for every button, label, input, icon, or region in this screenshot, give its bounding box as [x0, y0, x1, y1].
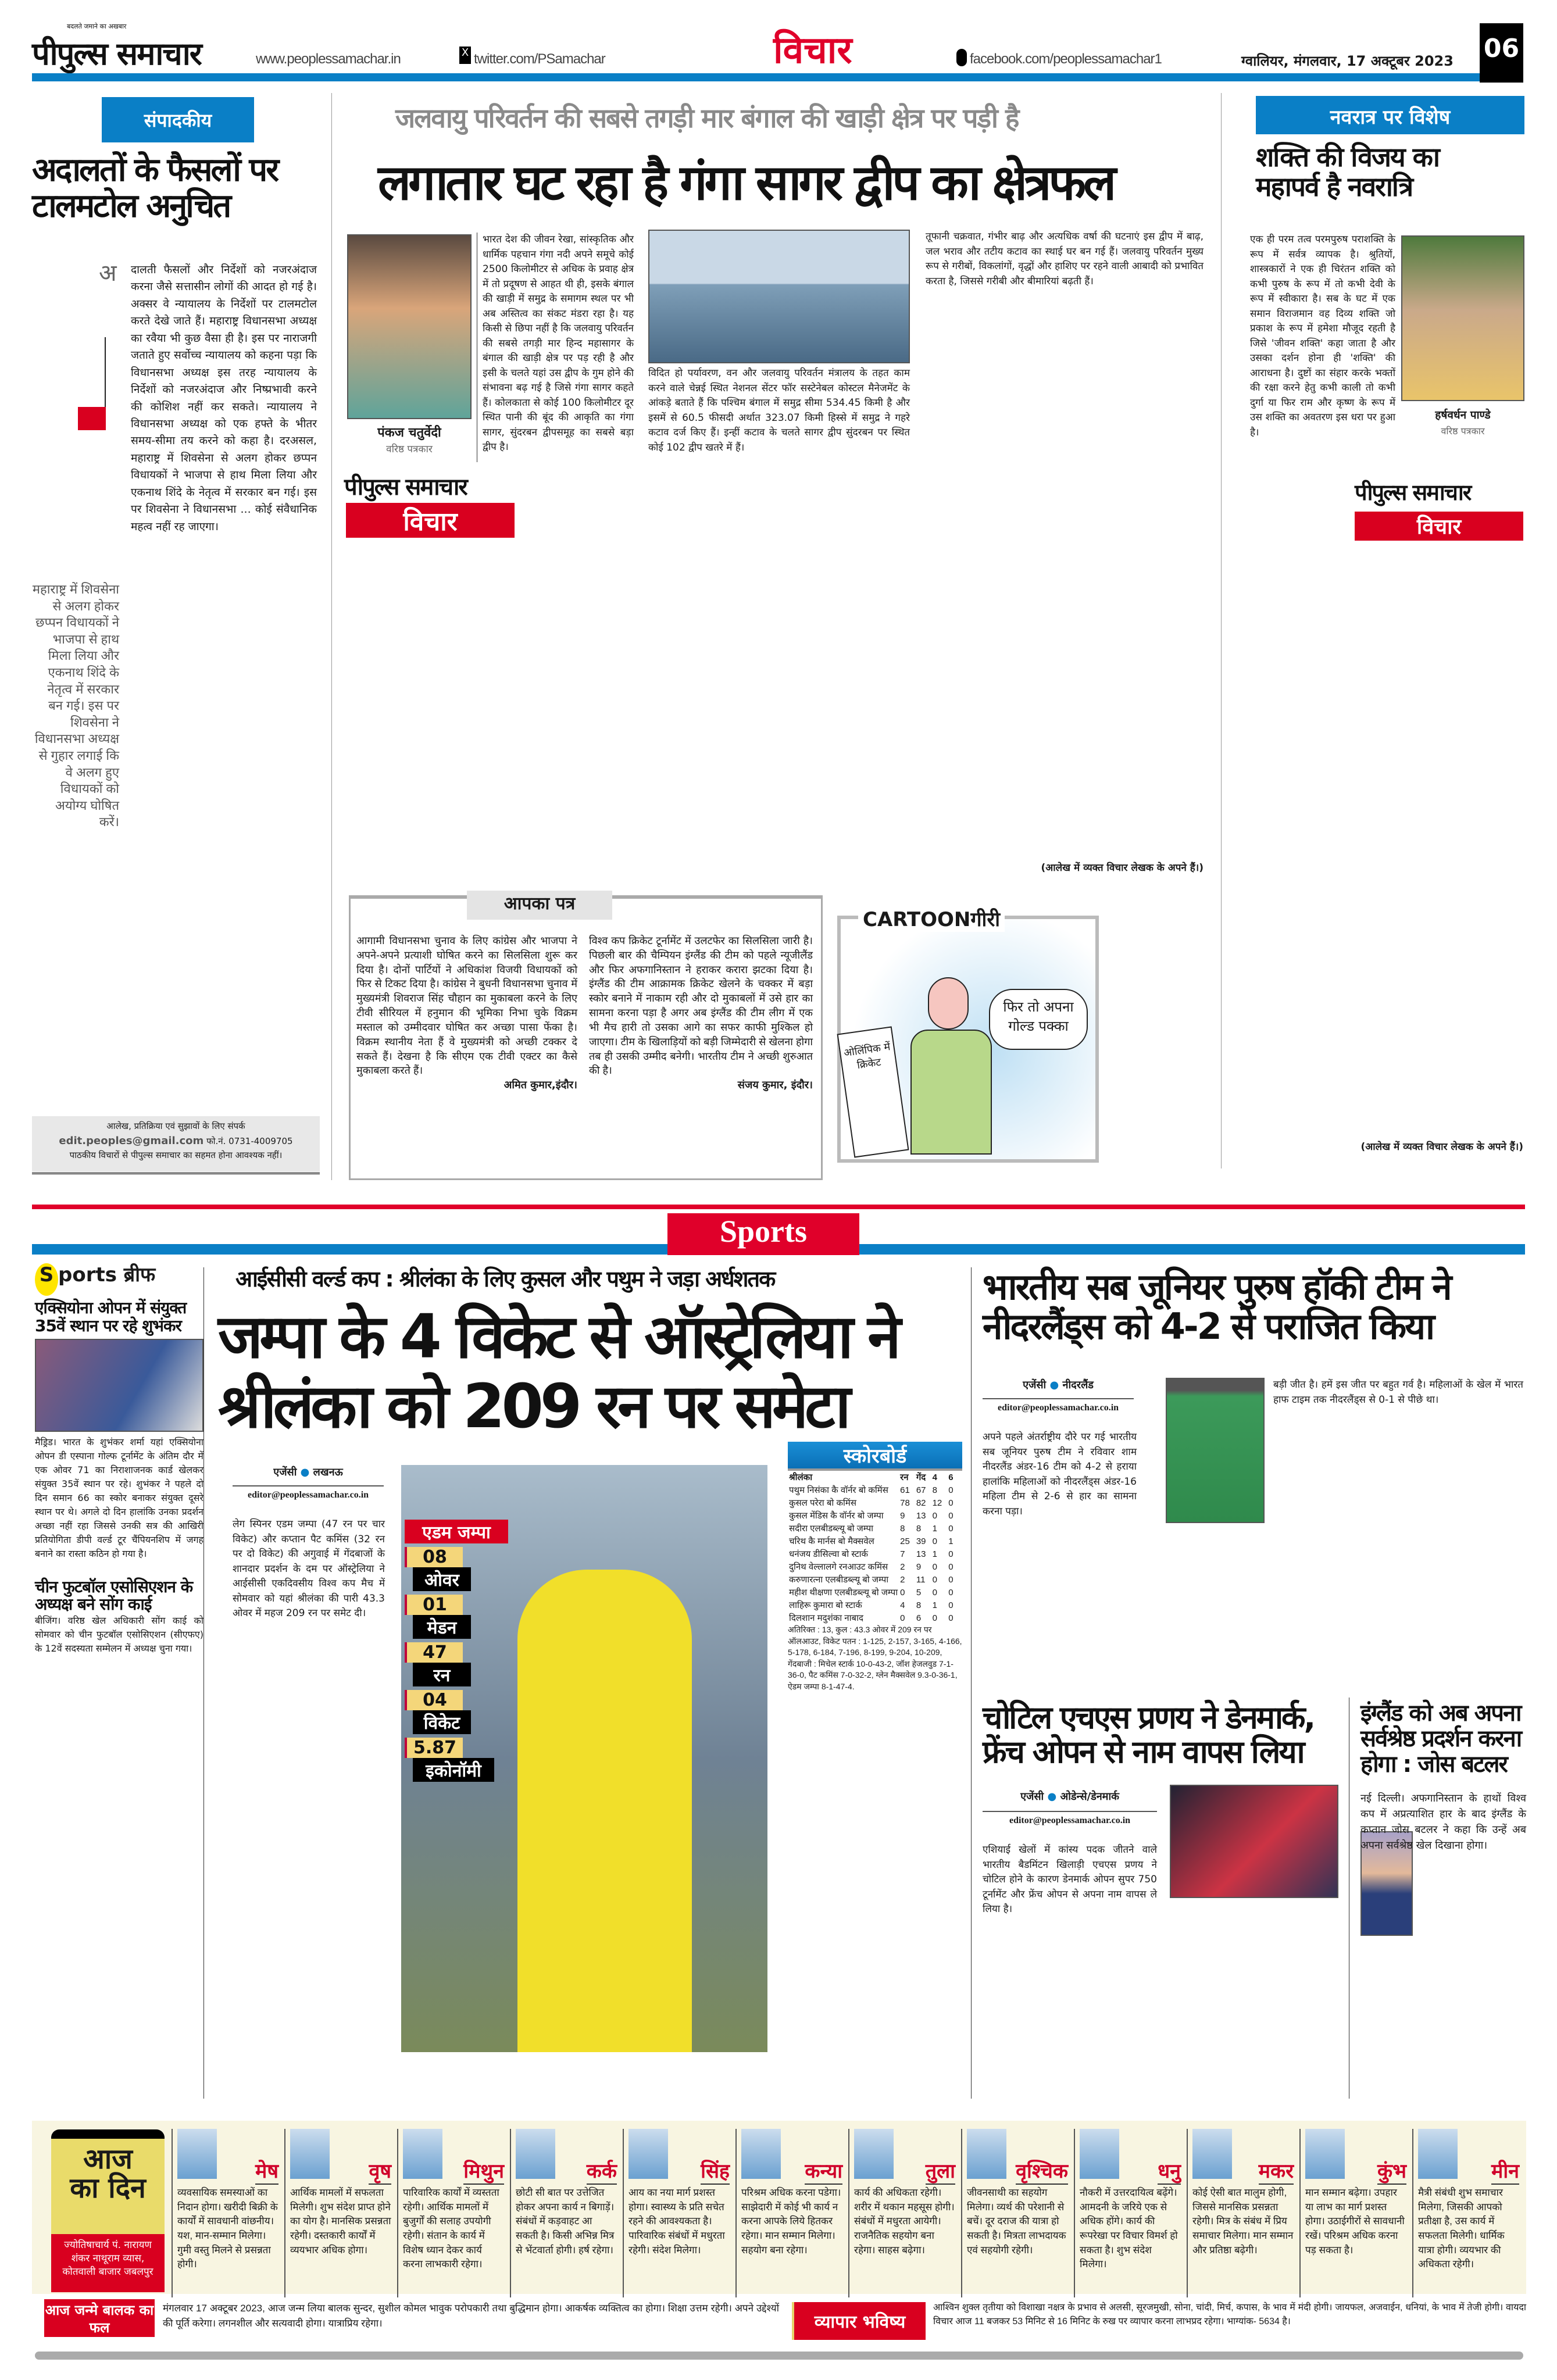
- brief-body: मैड्रिड। भारत के शुभंकर शर्मा यहां एक्सियोना ओपन डी एस्पाना गोल्फ टूर्नामेंट के अंतिम दौर में एक ओवर 71 का निराशाजनक कार्ड खेलकर संयुक्त 35वें स्थान पर रहे। शुभंकर ने पहले दो दिन समान 66 का स्कोर बनाकर संयुक्त दूसरे स्थान पर थे। अगले दो दिन हालांकि उनका प्रदर्शन अच्छा नहीं रहा जिससे उनकी सत्र की आखिरी प्रतियोगिता डीपी वर्ल्ड टूर चैंपियनशिप में जगह बनाने का रास्ता कठिन हो गया है।: [35, 1436, 203, 1559]
- scorecard-row: [788, 1586, 962, 1599]
- hockey-body-right: बड़ी जीत है। हमें इस जीत पर बहुत गर्व है। महिलाओं के खेल में भारत हाफ टाइम तक नीदरलैंड्स से 0-1 से पीछे था।: [1273, 1379, 1523, 1406]
- scorecard-row: [788, 1484, 962, 1496]
- scorecard-row: [788, 1611, 962, 1624]
- letter-author: अमित कुमार,इंदौर।: [503, 1079, 577, 1092]
- cartoon-speech-bubble: फिर तो अपना गोल्ड पक्का: [989, 989, 1088, 1050]
- zodiac-icon: [1418, 2129, 1458, 2179]
- horoscope-sign: [1187, 2129, 1298, 2297]
- horoscope-sign: [735, 2129, 847, 2297]
- scorecard-cell: 61: [900, 1485, 910, 1495]
- horoscope-band: [32, 2121, 1526, 2294]
- column-rule: [1221, 93, 1222, 1168]
- sign-name: कन्या: [805, 2157, 842, 2185]
- author-name: पंकज चतुर्वेदी: [377, 426, 441, 440]
- author-role: वरिष्ठ पत्रकार: [386, 444, 433, 455]
- birth-label: आज जन्मे बालक का फल: [44, 2299, 155, 2337]
- scorecard-cell: 67: [916, 1485, 926, 1495]
- facebook-icon: [956, 49, 967, 66]
- editor-email[interactable]: editor@peoplessamachar.co.in: [233, 1485, 384, 1500]
- sports-brief-s: S: [35, 1263, 58, 1296]
- quote-marker-icon: [78, 407, 106, 430]
- horoscope-sign: [1299, 2129, 1411, 2297]
- scorecard-cell: 9: [916, 1561, 922, 1572]
- cartoon-title: CARTOONगीरी: [858, 905, 1005, 932]
- page-number: 06: [1480, 23, 1523, 83]
- sign-text: आय का नया मार्ग प्रशस्त होगा। स्वास्थ्य के प्रति सचेत रहने की आवश्यकता है। पारिवारिक संबंधों में मधुरता रहेगी। संदेश मिलेगा।: [628, 2187, 725, 2256]
- scorecard-cell: 13: [916, 1549, 926, 1559]
- scorecard-title: स्कोरबोर्ड: [788, 1442, 962, 1471]
- cartoon-panel: [837, 908, 1099, 1163]
- byline-place: लखनऊ: [313, 1466, 343, 1478]
- zodiac-icon: [854, 2129, 894, 2179]
- byline-agency: एजेंसी: [1020, 1791, 1044, 1803]
- scorecard-cell: 1: [932, 1600, 937, 1610]
- disclaimer: पाठकीय विचारों से पीपुल्स समाचार का सहमत होना आवश्यक नहीं।: [69, 1149, 283, 1160]
- scorecard-cell: कुसल परेरा बो कमिंस: [789, 1498, 856, 1508]
- scorecard-cell: 0: [948, 1498, 954, 1508]
- horoscope-sign: [961, 2129, 1073, 2297]
- navratri-tag: नवरात्र पर विशेष: [1256, 96, 1524, 134]
- scorecard-cell: 0: [932, 1574, 937, 1585]
- scorecard-cell: 0: [932, 1536, 937, 1546]
- scorecard-cell: दुनिथ वेल्लालगे रनआउट कमिंस: [789, 1562, 888, 1572]
- article-body-col3: तूफानी चक्रवात, गंभीर बाढ़ और अत्यधिक वर्षा की घटनाएं इस द्वीप में बाढ़, जल भराव और तटीय कटाव का स्थाई घर बन गई हैं। जलवायु परिवर्तन मुख्य रूप से गरीबों, विकलांगों, वृद्धों और हाशिए पर रहने वाली आबादी को प्रभावित करता है, जिससे गरीबी और बीमारियां बढ़ती हैं।: [926, 231, 1204, 287]
- byline: एजेंसी ● लखनऊ: [273, 1466, 343, 1478]
- editor-email[interactable]: editor@peoplessamachar.co.in: [983, 1811, 1157, 1826]
- editorial-body: दालती फैसलों और निर्देशों को नजरअंदाज करना जैसे सत्तासीन लोगों की आदत हो गई है। अक्सर वे न्यायालय के निर्देशों पर टालमटोल करते देखे जाते हैं। महाराष्ट्र विधानसभा अध्यक्ष का रवैया भी कुछ वैसा ही है। इस पर नाराजगी जताते हुए सर्वोच्च न्यायालय को कहना पड़ा कि विधानसभा अध्यक्ष इस तरह न्यायालय के निर्देशों को नजरअंदाज और निष्प्रभावी करने की कोशिश नहीं कर सकते। न्यायालय ने विधानसभा अध्यक्ष को एक हफ्ते के भीतर समय-सीमा तय करने को कहा है। दरअसल, महाराष्ट्र में शिवसेना से अलग होकर छप्पन विधायकों ने भाजपा से हाथ मिला लिया और एकनाथ शिंदे के नेतृत्व में सरकार बन गई। इस पर शिवसेना ने विधानसभा ... कोई संवैधानिक महत्व नहीं रह जाएगा।: [131, 263, 317, 533]
- birth-text: मंगलवार 17 अक्टूबर 2023, आज जन्म लिया बालक सुन्दर, सुशील कोमल भावुक परोपकारी तथा बुद्धिमान होगा। आकर्षक व्यक्तित्व का होगा। शिक्षा उत्तम रहेगी। अपने उद्देश्यों की पूर्ति करेगा। लगनशील और सत्यवादी होगा। यात्राप्रिय रहेगा।: [163, 2303, 779, 2329]
- scorecard-row: [788, 1599, 962, 1611]
- byline: एजेंसी ● ओडेन्से/डेनमार्क: [1020, 1791, 1119, 1803]
- zodiac-icon: [516, 2129, 555, 2179]
- scorecard-row: [788, 1548, 962, 1560]
- sign-name: सिंह: [701, 2157, 730, 2185]
- sign-name: कर्क: [587, 2157, 617, 2185]
- sign-text: जीवनसाथी का सहयोग मिलेगा। व्यर्थ की परेशानी से बचें। दूर दराज की यात्रा हो सकती है। मित्रता लाभदायक एवं सहयोगी रहेगी।: [967, 2187, 1066, 2256]
- stat-label: ओवर: [413, 1567, 471, 1591]
- sports-kicker: आईसीसी वर्ल्ड कप : श्रीलंका के लिए कुसल और पथुम ने जड़ा अर्धशतक: [235, 1266, 775, 1292]
- byline-place: नीदरलैंड: [1062, 1379, 1094, 1391]
- letters-title: आपका पत्र: [467, 891, 612, 920]
- scorecard-cell: 5: [916, 1587, 922, 1598]
- stat-value: 08: [405, 1547, 463, 1567]
- scorecard-header-cell: श्रीलंका: [789, 1473, 813, 1482]
- byline-agency: एजेंसी: [1023, 1379, 1047, 1391]
- butler-headline: इंग्लैंड को अब अपना सर्वश्रेष्ठ प्रदर्शन करना होगा : जोस बटलर: [1360, 1700, 1522, 1778]
- sports-brief-label: ports ब्रीफ: [58, 1263, 156, 1287]
- scorecard-cell: 0: [900, 1613, 905, 1623]
- sign-name: मकर: [1259, 2157, 1294, 2185]
- column-rule: [971, 1267, 972, 2099]
- horoscope-sign: [397, 2129, 509, 2297]
- stat-label: इकोनॉमी: [413, 1758, 494, 1782]
- zodiac-icon: [403, 2129, 442, 2179]
- navratri-closing: (आलेख में व्यक्त विचार लेखक के अपने हैं।): [1360, 1141, 1523, 1153]
- butler-body: नई दिल्ली। अफगानिस्तान के हाथों विश्व कप में अप्रत्याशित हार के बाद इंग्लैंड के कप्तान जोस बटलर ने कहा कि उन्हें अब अपना सर्वश्रेष्ठ खेल दिखाना होगा।: [1360, 1792, 1526, 1852]
- scorecard-cell: 0: [932, 1587, 937, 1598]
- zodiac-icon: [1305, 2129, 1345, 2179]
- sign-text: कार्य की अधिकता रहेगी। शरीर में थकान महसूस होगी। संबंधों में मधुरता आयेगी। राजनैतिक सहयोग बना रहेगा। साहस बढ़ेगा।: [854, 2187, 955, 2256]
- sign-name: वृष: [369, 2157, 391, 2185]
- scorecard-cell: 4: [900, 1600, 905, 1610]
- vichar-label: विचार: [346, 503, 515, 538]
- letter-text: आगामी विधानसभा चुनाव के लिए कांग्रेस और भाजपा ने अपने-अपने प्रत्याशी घोषित करने का सिलसिला शुरू कर दिया है। दोनों पार्टियों ने अधिकांश विजयी विधायकों को फिर से टिकट दिया है। कांग्रेस ने बुधनी विधानसभा चुनाव में मुख्यमंत्री शिवराज सिंह चौहान का मुकाबला करने के लिए टीवी सीरियल में हनुमान की भूमिका निभा चुके विक्रम मस्ताल को उम्मीदवार घोषित कर अच्छा पासा फेंका है। विक्रम स्थानीय नेता हैं वे मुख्यमंत्री को अच्छी टक्कर दे सकते हैं। देखना है कि सीएम एक टीवी एक्टर का कैसे मुकाबला करते हैं।: [356, 935, 577, 1077]
- dateline: ग्वालियर, मंगलवार, 17 अक्टूबर 2023: [1241, 53, 1454, 69]
- scorecard-header-cell: 4: [932, 1472, 937, 1482]
- scorecard-cell: सदीरा एलबीडब्ल्यू बो जम्पा: [789, 1524, 873, 1534]
- scorecard-cell: 9: [900, 1510, 905, 1521]
- zodiac-icon: [741, 2129, 781, 2179]
- scorecard-cell: 1: [932, 1549, 937, 1559]
- scorecard-summary: अतिरिक्त : 13, कुल : 43.3 ओवर में 209 रन पर ऑलआउट, विकेट पतन : 1-125, 2-157, 3-165, 4-166, 5-178, 6-184, 7-196, 8-199, 9-204, 10-209, गेंदबाजी : मिचेल स्टार्क 10-0-43-2, जॉश हेजलवुड 7-1-36-0, पैट कमिंस 7-0-32-2, ग्लेन मैक्सवेल 9.3-0-36-1, ऐडम जम्पा 8-1-47-4.: [788, 1625, 962, 1691]
- editorial-pullquote: महाराष्ट्र में शिवसेना से अलग होकर छप्पन विधायकों ने भाजपा से हाथ मिला लिया और एकनाथ शिंदे के नेतृत्व में सरकार बन गई। इस पर शिवसेना ने विधानसभा अध्यक्ष से गुहार लगाई कि वे अलग हुए विधायकों को अयोग्य घोषित करें।: [32, 582, 119, 830]
- scorecard-header-cell: 6: [948, 1472, 954, 1482]
- letter-2: [589, 934, 813, 1092]
- player-figure: [517, 1570, 692, 2052]
- navratri-headline: शक्ति की विजय का महापर्व है नवरात्रि: [1256, 141, 1439, 202]
- scorecard-cell: 8: [900, 1523, 905, 1534]
- sign-name: मेष: [255, 2157, 278, 2185]
- scorecard-cell: 0: [948, 1587, 954, 1598]
- sign-text: आर्थिक मामलों में सफलता मिलेगी। शुभ संदेश प्राप्त होने का योग है। मानसिक प्रसन्नता रहेगी। दस्तकारी कार्यों में व्ययभार अधिक होगा।: [290, 2187, 391, 2256]
- sports-main-body: लेग स्पिनर एडम जम्पा (47 रन पर चार विकेट) और कप्तान पैट कमिंस (32 रन पर दो विकेट) की अगुवाई में गेंदबाजों के शानदार प्रदर्शन के दम पर ऑस्ट्रेलिया ने आईसीसी एकदिवसीय विश्व कप मैच में सोमवार को यहां श्रीलंका की पारी 43.3 ओवर में महज 209 रन पर समेट दी।: [233, 1518, 385, 1619]
- scorecard-header-cell: रन: [900, 1473, 909, 1482]
- scorecard-cell: 2: [900, 1574, 905, 1585]
- stat-value: 04: [405, 1690, 463, 1710]
- scorecard-cell: 8: [932, 1485, 937, 1495]
- byline-agency: एजेंसी: [273, 1466, 297, 1478]
- scorecard-cell: 7: [900, 1549, 905, 1559]
- scorecard-cell: 12: [932, 1498, 942, 1508]
- prannoy-headline: चोटिल एचएस प्रणय ने डेनमार्क, फ्रेंच ओपन से नाम वापस लिया: [983, 1699, 1314, 1771]
- navratri-author-photo: [1401, 235, 1524, 401]
- cartoon-character-body: [910, 1030, 992, 1155]
- scorecard-cell: 0: [948, 1510, 954, 1521]
- sign-text: परिश्रम अधिक करना पडेगा। साझेदारी में कोई भी कार्य न करना आपके लिये हितकर रहेगा। मान सम्मान मिलेगा। सहयोग बना रहेगा।: [741, 2187, 841, 2256]
- gangasagar-photo: [648, 230, 910, 363]
- vichar-label: विचार: [1355, 512, 1523, 541]
- paper-logo: पीपुल्स समाचार: [1355, 480, 1471, 505]
- scorecard-row: [788, 1560, 962, 1573]
- horoscope-sign: [848, 2129, 960, 2297]
- scorecard-cell: 8: [916, 1523, 922, 1534]
- scorecard-row: [788, 1573, 962, 1586]
- author-photo: [347, 234, 472, 419]
- article-body-col2: विदित हो पर्यावरण, वन और जलवायु परिवर्तन मंत्रालय के तहत काम करने वाले चेन्नई स्थित नेशनल सेंटर फॉर सस्टेनेबल कोस्टल मैनेजमेंट के आंकड़े बताते हैं कि पश्चिम बंगाल में समुद्र सीमा 534.45 किमी है और इसमें से 60.5 फीसदी अर्थात 323.07 किमी हिस्से में समुद्र ने गहरे कटाव दर्ज किए हैं। इन्हीं कटाव के चलते सागर द्वीप सुंदरबन पर स्थित कोई 102 द्वीप खतरे में हैं।: [648, 367, 910, 453]
- scorecard-cell: 11: [916, 1574, 926, 1585]
- scorecard-cell: 0: [932, 1561, 937, 1572]
- business-text: आश्विन शुक्ल तृतीया को विशाखा नक्षत्र के प्रभाव से अलसी, सूरजमुखी, सोना, चांदी, मिर्च, कपास, के भाव में मंदी होगी। जायफल, अजवाईन, धनियां, के भाव में तेजी होगी। वायदा विचार आज 11 बजकर 53 मिनिट से 16 मिनिट के रुख पर व्यापार करना लाभप्रद रहेगा। भाग्यांक- 5634 है।: [933, 2303, 1526, 2327]
- horoscope-title: आज का दिन: [70, 2143, 146, 2205]
- zodiac-icon: [1080, 2129, 1119, 2179]
- scorecard-cell: 0: [948, 1561, 954, 1572]
- twitter-link[interactable]: twitter.com/PSamachar: [474, 51, 605, 67]
- scorecard-cell: 6: [916, 1613, 922, 1623]
- navratri-body: एक ही परम तत्व परमपुरुष पराशक्ति के रूप में सर्वत्र व्यापक है। श्रुतियों, शास्त्रकारों ने एक ही चिरंतन शक्ति को कभी पुरुष के रूप में तो कभी देवी के रूप में स्वीकारा है। सब के घट में एक समान विराजमान वह दिव्य शक्ति जो प्रकाश के रूप में हमेशा मौजूद रहती है जिसे 'जीवन शक्ति' कहा जाता है और उसका दर्शन होना ही 'शक्ति' की आराधना है। दुष्टों का संहार करके भक्तों की रक्षा करने हेतु कभी काली तो कभी दुर्गा या फिर राम और कृष्ण के रूप में उस शक्ति का अवतरण इस धरा पर हुआ है।: [1250, 234, 1395, 438]
- sign-text: छोटी सी बात पर उत्तेजित होकर अपना कार्य न बिगाड़ें। संबंधों में कड़वाहट आ सकती है। किसी अभिन्न मित्र से भेंटवार्ता होगी। हर्ष रहेगा।: [516, 2187, 615, 2256]
- cartoon-character-head: [928, 977, 969, 1030]
- scorecard-row: [788, 1496, 962, 1509]
- contact-line: आलेख, प्रतिक्रिया एवं सुझावों के लिए संपर्क: [106, 1121, 245, 1131]
- article-body-col1: भारत देश की जीवन रेखा, सांस्कृतिक और धार्मिक पहचान गंगा नदी अपने समूचे कोई 2500 किलोमीटर से अधिक के प्रवाह क्षेत्र में तो प्रदूषण से आहत थी ही, इसके बंगाल की खाड़ी में समुद्र के समागम स्थल पर भी अब अस्तित्व का संकट मंडरा रहा है। यह किसी से छिपा नहीं है कि जलवायु परिवर्तन की सबसे तगड़ी मार हिन्द महासागर के बंगाल की खाड़ी क्षेत्र पर पड़ रही है और इसी के चलते यहां उस द्वीप के गुम होने की संभावना बढ़ गई है जिसे गंगा सागर कहते हैं। कोलकाता से कोई 100 किलोमीटर दूर स्थित पानी की बूंद की आकृति का गंगा सागर, सुंदरबन द्वीपसमूह का सबसे बड़ा द्वीप है।: [483, 234, 634, 453]
- scorecard-row: [788, 1509, 962, 1522]
- scorecard-header-cell: गेंद: [916, 1473, 926, 1482]
- scorecard-cell: 2: [900, 1561, 905, 1572]
- sign-text: व्यवसायिक समस्याओं का निदान होगा। खरीदी बिक्री के कार्यों में सावधानी वांछनीय। यश, मान-सम्मान मिलेगा। गुमी वस्तु मिलने से प्रसन्नता होगी।: [177, 2187, 278, 2270]
- scorecard-cell: 1: [932, 1523, 937, 1534]
- paper-logo: पीपुल्स समाचार: [344, 474, 467, 501]
- editorial-headline: अदालतों के फैसलों पर टालमटोल अनुचित: [32, 151, 278, 225]
- letter-text: विश्व कप क्रिकेट टूर्नामेंट में उलटफेर का सिलसिला जारी है। पिछली बार की चैम्पियन इंग्लैंड की टीम को पहले न्यूजीलैंड और फिर अफगानिस्तान ने हराकर करारा झटका दिया है। इंग्लैंड की टीम आक्रामक क्रिकेट खेलने के चक्कर में बड़ा स्कोर बनाने में नाकाम रही और दो मुकाबलों में उसे हार का सामना करना पड़ा है अगर अब इंग्लैंड की टीम लीग में एक भी मैच हारी तो उसका आगे का सफर काफी मुश्किल हो जाएगा। टीम के खिलाड़ियों को बड़ी जिम्मेदारी से खेलना होगा तब ही उसकी उम्मीद बनेगी। भारतीय टीम ने अच्छी शुरुआत की है।: [589, 935, 813, 1077]
- stat-value: 47: [405, 1642, 463, 1663]
- zodiac-icon: [177, 2129, 217, 2179]
- byline-place: ओडेन्से/डेनमार्क: [1060, 1791, 1119, 1803]
- scorecard-cell: कुसल मेंडिस कै वॉर्नर बो जम्पा: [789, 1511, 884, 1521]
- hockey-headline: भारतीय सब जूनियर पुरुष हॉकी टीम ने नीदरलैंड्स को 4-2 से पराजित किया: [983, 1266, 1451, 1348]
- sign-text: पारिवारिक कार्यों में व्यस्तता रहेगी। आर्थिक मामलों में बुजुर्गों की सलाह उपयोगी रहेगी। संतान के कार्य में विशेष ध्यान देकर कार्य करना लाभकारी रहेगा।: [403, 2187, 499, 2270]
- scorecard-cell: 0: [948, 1549, 954, 1559]
- registration-bar: [35, 2352, 1523, 2360]
- hockey-photo: [1166, 1378, 1265, 1523]
- player-stats-name: एडम जम्पा: [405, 1520, 508, 1543]
- contact-phone: फो.नं. 0731-4009705: [206, 1135, 293, 1146]
- scorecard-cell: पथुम निसंका कै वॉर्नर बो कमिंस: [789, 1485, 888, 1495]
- dropcap: अ: [99, 260, 117, 287]
- scorecard-row: [788, 1522, 962, 1535]
- horoscope-sign: [623, 2129, 734, 2297]
- brief-headline: चीन फुटबॉल एसोसिएशन के अध्यक्ष बने सोंग काई: [35, 1577, 193, 1614]
- hockey-body: अपने पहले अंतर्राष्ट्रीय दौरे पर गई भारतीय सब जूनियर पुरुष टीम ने रविवार शाम नीदरलैंड अंडर-16 टीम को 4-2 से हराया हालांकि महिलाओं को नीदरलैंड्स अंडर-16 महिला टीम से 2-6 से हार का सामना करना पड़ा।: [983, 1431, 1137, 1517]
- letters-box: [349, 895, 823, 1180]
- prannoy-photo: [1170, 1785, 1338, 1898]
- article-headline: लगातार घट रहा है गंगा सागर द्वीप का क्षेत्रफल: [378, 154, 1114, 211]
- sign-name: तुला: [926, 2157, 955, 2185]
- article-closing: (आलेख में व्यक्त विचार लेखक के अपने हैं।): [1041, 862, 1204, 874]
- zodiac-icon: [290, 2129, 330, 2179]
- zodiac-icon: [628, 2129, 668, 2179]
- masthead-logo[interactable]: बदलते जमाने का अखबार पीपुल्स समाचार: [32, 23, 201, 72]
- brief-body: बीजिंग। वरिष्ठ खेल अधिकारी सोंग काई को सोमवार को चीन फुटबॉल एसोसिएशन (सीएफए) के 12वें सदस्यता सम्मेलन में अध्यक्ष चुना गया।: [35, 1615, 203, 1654]
- scorecard-cell: 0: [948, 1600, 954, 1610]
- stat-label: रन: [413, 1663, 471, 1686]
- column-rule: [331, 93, 332, 1180]
- cartoon-paper: ओलिंपिक में क्रिकेट: [837, 1026, 909, 1157]
- scorecard-row: [788, 1535, 962, 1548]
- scorecard: [788, 1442, 962, 1693]
- sign-name: कुंभ: [1377, 2157, 1406, 2185]
- horoscope-sign: [172, 2129, 283, 2297]
- sign-name: मिथुन: [463, 2157, 504, 2185]
- scorecard-cell: 82: [916, 1498, 926, 1508]
- golfer-photo: [35, 1339, 203, 1432]
- editorial-contact-box: [32, 1116, 320, 1174]
- scorecard-cell: 0: [948, 1613, 954, 1623]
- x-icon: X: [459, 47, 471, 64]
- zodiac-icon: [1192, 2129, 1232, 2179]
- horoscope-sign: [284, 2129, 396, 2297]
- prannoy-body: एशियाई खेलों में कांस्य पदक जीतने वाले भारतीय बैडमिंटन खिलाड़ी एचएस प्रणय ने चोटिल होने के कारण डेनमार्क ओपन सुपर 750 टूर्नामेंट और फ्रेंच ओपन से अपना नाम वापस ले लिया है।: [983, 1844, 1157, 1915]
- scorecard-cell: 0: [932, 1613, 937, 1623]
- scorecard-cell: 0: [900, 1587, 905, 1598]
- facebook-link[interactable]: facebook.com/peoplessamachar1: [970, 51, 1162, 67]
- scorecard-cell: चरिथ कै मार्नस बो मैक्सवेल: [789, 1536, 874, 1546]
- zampa-photo: [401, 1465, 767, 2052]
- scorecard-cell: 13: [916, 1510, 926, 1521]
- zodiac-icon: [967, 2129, 1006, 2179]
- scorecard-cell: लाहिरू कुमारा बो स्टार्क: [789, 1600, 862, 1610]
- scorecard-header: [788, 1471, 962, 1484]
- editorial-tag: संपादकीय: [102, 97, 254, 142]
- scorecard-cell: 0: [932, 1510, 937, 1521]
- scorecard-cell: दिलशान मदुशंका नाबाद: [789, 1613, 863, 1623]
- business-label: व्यापार भविष्य: [792, 2302, 926, 2340]
- column-rule: [203, 1267, 204, 2099]
- scorecard-cell: 25: [900, 1536, 910, 1546]
- sports-section-tag: Sports: [667, 1213, 859, 1255]
- sign-name: मीन: [1491, 2157, 1519, 2185]
- scorecard-cell: 78: [900, 1498, 910, 1508]
- stat-label: मेडन: [413, 1615, 471, 1639]
- stat-value: 01: [405, 1595, 463, 1615]
- navratri-author-name: हर्षवर्धन पाण्डे: [1435, 409, 1491, 421]
- sign-text: नौकरी में उत्तरदायित्व बढ़ेंगे। आमदनी के जरिये एक से अधिक होंगे। कार्य की रूपरेखा पर विचार विमर्श हो सकता है। शुभ संदेश मिलेगा।: [1080, 2187, 1178, 2270]
- astrologer: ज्योतिषाचार्य पं. नारायण शंकर नाथूराम व्यास, कोतवाली बाजार जबलपुर: [51, 2234, 165, 2292]
- byline: एजेंसी ● नीदरलैंड: [1023, 1379, 1094, 1391]
- sign-text: कोई ऐसी बात मालुम होगी, जिससे मानसिक प्रसन्नता रहेगी। मित्र के संबंध में प्रिय समाचार मिलेगा। मान सम्मान और प्रतिष्ठा बढ़ेगी।: [1192, 2187, 1294, 2256]
- stat-label: विकेट: [413, 1710, 471, 1734]
- horoscope-sign: [1074, 2129, 1185, 2297]
- scorecard-cell: धनंजय डीसिल्वा बो स्टार्क: [789, 1549, 869, 1559]
- scorecard-cell: करुणारत्ना एलबीडब्ल्यू बो जम्पा: [789, 1575, 889, 1585]
- stat-value: 5.87: [405, 1738, 463, 1758]
- sports-brief-column: [35, 1260, 203, 1656]
- sign-text: मैत्री संबंधी शुभ समाचार मिलेगा, जिसकी आपको प्रतीक्षा है, उस कार्य में सफलता मिलेगी। धार्मिक यात्रा होगी। व्ययभार की अधिकता रहेगी।: [1418, 2187, 1505, 2270]
- editor-email[interactable]: editor@peoplessamachar.co.in: [983, 1398, 1134, 1413]
- scorecard-cell: 39: [916, 1536, 926, 1546]
- article-kicker: जलवायु परिवर्तन की सबसे तगड़ी मार बंगाल की खाड़ी क्षेत्र पर पड़ी है: [395, 102, 1019, 134]
- horoscope-title-box: [51, 2129, 165, 2292]
- divider-red: [32, 1205, 1525, 1209]
- scorecard-cell: 0: [948, 1485, 954, 1495]
- brief-headline: एक्सियोना ओपन में संयुक्त 35वें स्थान पर रहे शुभंकर: [35, 1298, 187, 1335]
- section-title: विचार: [773, 29, 852, 72]
- horoscope-sign: [510, 2129, 622, 2297]
- scorecard-cell: महीश थीक्षणा एलबीडब्ल्यू बो जम्पा: [789, 1588, 898, 1598]
- navratri-author-role: वरिष्ठ पत्रकार: [1441, 426, 1485, 437]
- sign-text: मान सम्मान बढ़ेगा। उपहार या लाभ का मार्ग प्रशस्त होगा। उठाईगीरों से सावधानी रखें। परिश्रम अधिक करना पड़ सकता है।: [1305, 2187, 1405, 2256]
- letter-author: संजय कुमार, इंदौर।: [737, 1079, 813, 1092]
- letter-1: [356, 934, 577, 1092]
- scorecard-cell: 8: [916, 1600, 922, 1610]
- scorecard-cell: 1: [948, 1536, 954, 1546]
- scorecard-cell: 0: [948, 1523, 954, 1534]
- sign-name: वृश्चिक: [1016, 2157, 1068, 2185]
- masthead-bar: [32, 73, 1480, 81]
- sports-headline: जम्पा के 4 विकेट से ऑस्ट्रेलिया ने श्रीलंका को 209 रन पर समेटा: [218, 1301, 898, 1442]
- contact-email[interactable]: edit.peoples@gmail.com: [59, 1134, 204, 1147]
- divider: [105, 337, 106, 413]
- horoscope-sign: [1412, 2129, 1524, 2297]
- sign-name: धनु: [1158, 2157, 1181, 2185]
- scorecard-cell: 0: [948, 1574, 954, 1585]
- website-link[interactable]: www.peoplessamachar.in: [256, 51, 401, 67]
